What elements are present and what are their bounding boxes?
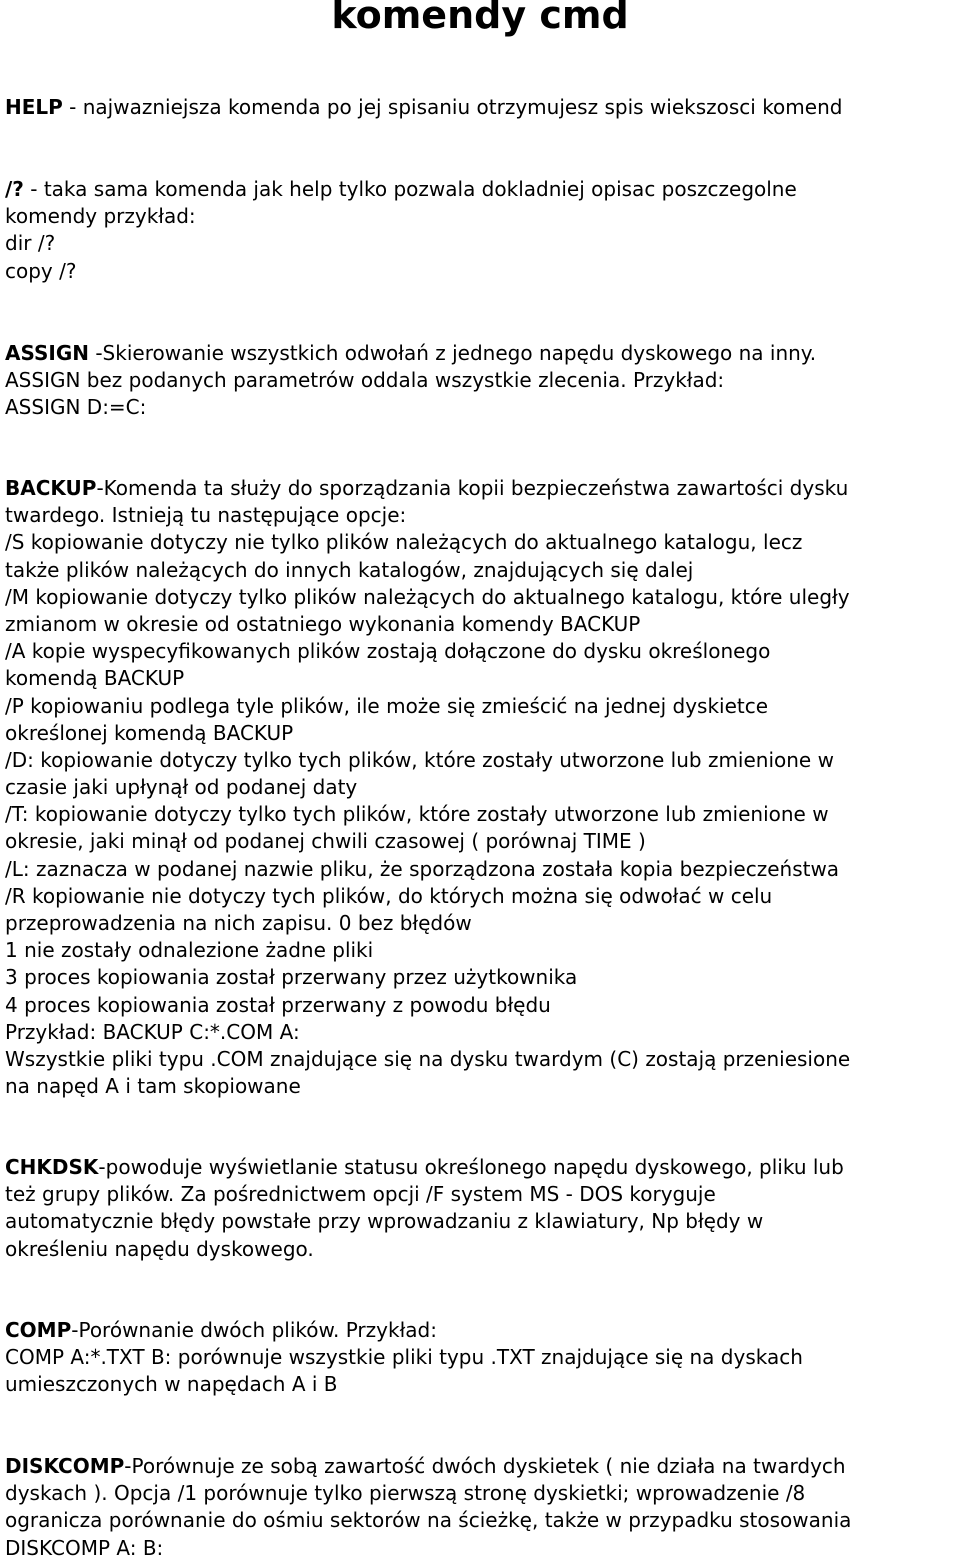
- comp-command: COMP: [5, 1318, 72, 1342]
- backup-option-line: /S kopiowanie dotyczy nie tylko plików należących do aktualnego katalogu, lecz: [5, 530, 803, 555]
- comp-line: [5, 1317, 960, 1344]
- backup-option-line: określonej komendą BACKUP: [5, 720, 294, 745]
- assign-text: -Skierowanie wszystkich odwołań z jednego napędu dyskowego na inny.: [88, 341, 817, 365]
- chkdsk-line: określeniu napędu dyskowego.: [5, 1236, 314, 1261]
- chkdsk-command: CHKDSK: [5, 1155, 99, 1179]
- backup-option-line: /D: kopiowanie dotyczy tylko tych plików, które zostały utworzone lub zmienione w: [5, 747, 834, 772]
- chkdsk-line: [5, 1154, 960, 1181]
- backup-option-line: zmianom w okresie od ostatniego wykonania komendy BACKUP: [5, 611, 641, 636]
- backup-line: twardego. Istnieją tu następujące opcje:: [5, 503, 407, 528]
- backup-example: Przykład: BACKUP C:*.COM A:: [5, 1019, 300, 1044]
- help-question-command: /?: [5, 177, 24, 201]
- comp-example: umieszczonych w napędach A i B: [5, 1372, 338, 1397]
- backup-option-line: czasie jaki upłynął od podanej daty: [5, 775, 358, 800]
- section-chkdsk: [5, 1154, 960, 1263]
- section-diskcomp: [5, 1453, 960, 1562]
- section-comp: [5, 1317, 960, 1399]
- backup-example-note: na napęd A i tam skopiowane: [5, 1074, 301, 1099]
- help-question-example: copy /?: [5, 258, 77, 283]
- help-line: [5, 94, 960, 121]
- backup-option-line: komendą BACKUP: [5, 666, 185, 691]
- section-backup: [5, 475, 960, 1100]
- diskcomp-example: DISKCOMP A: B:: [5, 1535, 164, 1560]
- page-title: komendy cmd: [331, 0, 629, 37]
- section-help: [5, 94, 960, 121]
- help-question-line: [5, 176, 960, 203]
- backup-option-line: /T: kopiowanie dotyczy tylko tych plików, które zostały utworzone lub zmienione w: [5, 802, 829, 827]
- backup-exit-code-line: 4 proces kopiowania został przerwany z powodu błędu: [5, 992, 551, 1017]
- backup-option-line: /P kopiowaniu podlega tyle plików, ile może się zmieścić na jednej dyskietce: [5, 693, 769, 718]
- assign-command: ASSIGN: [5, 341, 89, 365]
- backup-option-line: /M kopiowanie dotyczy tylko plików należących do aktualnego katalogu, które uległy: [5, 584, 850, 609]
- help-command: HELP: [5, 95, 63, 119]
- backup-exit-code-line: 1 nie zostały odnalezione żadne pliki: [5, 938, 374, 963]
- backup-option-line: /L: zaznacza w podanej nazwie pliku, że sporządzona została kopia bezpieczeństwa: [5, 856, 840, 881]
- diskcomp-command: DISKCOMP: [5, 1454, 125, 1478]
- backup-line: [5, 475, 960, 502]
- chkdsk-line: też grupy plików. Za pośrednictwem opcji /F system MS - DOS koryguje: [5, 1182, 716, 1207]
- chkdsk-text: -powoduje wyświetlanie statusu określonego napędu dyskowego, pliku lub: [98, 1155, 844, 1179]
- comp-text: -Porównanie dwóch plików. Przykład:: [71, 1318, 437, 1342]
- assign-line: [5, 340, 960, 367]
- help-question-text: - taka sama komenda jak help tylko pozwala dokladniej opisac poszczegolne: [23, 177, 797, 201]
- comp-example: COMP A:*.TXT B: porównuje wszystkie pliki typu .TXT znajdujące się na dyskach: [5, 1345, 803, 1370]
- backup-option-line: /R kopiowanie nie dotyczy tych plików, do których można się odwołać w celu: [5, 883, 773, 908]
- backup-option-line: przeprowadzenia na nich zapisu. 0 bez błędów: [5, 911, 472, 935]
- assign-example: ASSIGN D:=C:: [5, 395, 147, 420]
- backup-command: BACKUP: [5, 476, 97, 500]
- backup-option-line: /A kopie wyspecyfikowanych plików zostają dołączone do dysku określonego: [5, 639, 771, 664]
- assign-line: ASSIGN bez podanych parametrów oddala wszystkie zlecenia. Przykład:: [5, 368, 725, 393]
- backup-option-line: okresie, jaki minął od podanej chwili czasowej ( porównaj TIME ): [5, 829, 646, 854]
- backup-text: -Komenda ta służy do sporządzania kopii bezpieczeństwa zawartości dysku: [96, 476, 849, 500]
- diskcomp-line: dyskach ). Opcja /1 porównuje tylko pierwszą stronę dyskietki; wprowadzenie /8: [5, 1481, 806, 1506]
- diskcomp-line: [5, 1453, 960, 1480]
- backup-example-note: Wszystkie pliki typu .COM znajdujące się na dysku twardym (C) zostają przeniesione: [5, 1046, 851, 1071]
- help-question-example: dir /?: [5, 231, 56, 256]
- section-assign: [5, 340, 960, 422]
- backup-exit-code-line: 3 proces kopiowania został przerwany przez użytkownika: [5, 965, 578, 990]
- section-help-question: [5, 176, 960, 285]
- help-question-line: komendy przykład:: [5, 204, 196, 229]
- chkdsk-line: automatycznie błędy powstałe przy wprowadzaniu z klawiatury, Np błędy w: [5, 1209, 764, 1234]
- backup-option-line: także plików należących do innych katalogów, znajdujących się dalej: [5, 557, 694, 582]
- diskcomp-text: -Porównuje ze sobą zawartość dwóch dyskietek ( nie działa na twardych: [124, 1454, 846, 1478]
- diskcomp-line: ogranicza porównanie do ośmiu sektorów na ścieżkę, także w przypadku stosowania: [5, 1508, 852, 1533]
- help-description: - najwazniejsza komenda po jej spisaniu otrzymujesz spis wiekszosci komend: [62, 95, 843, 119]
